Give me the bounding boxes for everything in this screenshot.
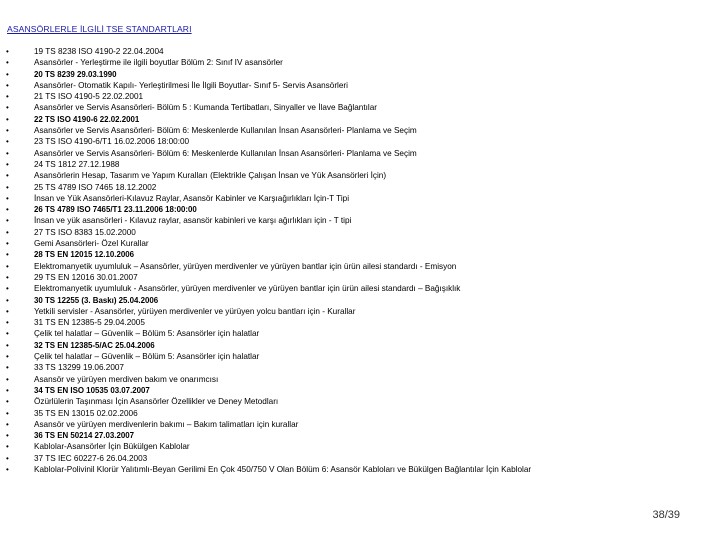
bullet-icon: • [6, 216, 9, 226]
list-item-text: Gemi Asansörleri- Özel Kurallar [34, 239, 149, 249]
bullet-icon: • [6, 58, 9, 68]
bullet-icon: • [6, 182, 9, 192]
bullet-icon: • [6, 137, 9, 147]
list-item-text: 32 TS EN 12385-5/AC 25.04.2006 [34, 340, 155, 350]
list-item-text: Özürlülerin Taşınması İçin Asansörler Özellikler ve Deney Metodları [34, 397, 279, 407]
list-item-text: 29 TS EN 12016 30.01.2007 [34, 272, 138, 282]
list-item-text: Elektromanyetik uyumluluk – Asansörler, yürüyen merdivenler ve yürüyen bantlar için ürün ailesi standardı - Emisyon [34, 261, 457, 271]
bullet-icon: • [6, 148, 9, 158]
list-item-text: 20 TS 8239 29.03.1990 [34, 69, 117, 79]
bullet-icon: • [6, 171, 9, 181]
list-item-text: Elektromanyetik uyumluluk - Asansörler, yürüyen merdivenler ve yürüyen bantlar için ürün ailesi standardı – Bağışıklık [34, 284, 461, 294]
list-item-text: 34 TS EN ISO 10535 03.07.2007 [34, 385, 150, 395]
bullet-icon: • [6, 114, 9, 124]
bullet-icon: • [6, 408, 9, 418]
list-item-text: 23 TS ISO 4190-6/T1 16.02.2006 18:00:00 [34, 137, 190, 147]
bullet-icon: • [6, 272, 9, 282]
bullet-icon: • [6, 352, 9, 362]
bullet-icon: • [6, 295, 9, 305]
list-item-text: Asansörler ve Servis Asansörleri- Bölüm 5 : Kumanda Tertibatları, Sinyaller ve İlave Bağlantılar [34, 103, 377, 113]
list-item-text: Asansörlerin Hesap, Tasarım ve Yapım Kuralları (Elektrikle Çalışan İnsan ve Yük Asansörleri İçin) [34, 171, 387, 181]
list-item-text: 31 TS EN 12385-5 29.04.2005 [34, 318, 145, 328]
page-number: 38/39 [652, 509, 680, 521]
bullet-icon: • [6, 103, 9, 113]
bullet-icon: • [6, 261, 9, 271]
bullet-icon: • [6, 340, 9, 350]
list-item-text: 25 TS 4789 ISO 7465 18.12.2002 [34, 182, 157, 192]
bullet-icon: • [6, 126, 9, 136]
list-item-text: Asansör ve yürüyen merdiven bakım ve onarımcısı [34, 374, 219, 384]
list-item-text: Çelik tel halatlar – Güvenlik – Bölüm 5: Asansörler için halatlar [34, 352, 260, 362]
bullet-icon: • [6, 318, 9, 328]
bullet-icon: • [6, 159, 9, 169]
list-item-text: 26 TS 4789 ISO 7465/T1 23.11.2006 18:00:00 [34, 205, 197, 215]
list-item-text: İnsan ve Yük Asansörleri-Kılavuz Raylar, Asansör Kabinler ve Karşıağırlıkları İçin-T Tipi [34, 193, 350, 203]
list-item-text: 19 TS 8238 ISO 4190-2 22.04.2004 [34, 47, 164, 56]
bullet-icon: • [6, 227, 9, 237]
page-title: ASANSÖRLERLE İLGİLİ TSE STANDARTLARI [7, 24, 192, 34]
bullet-icon: • [6, 431, 9, 441]
list-item-text: Asansörler - Yerleştirme ile ilgili boyutlar Bölüm 2: Sınıf IV asansörler [34, 58, 283, 68]
bullet-icon: • [6, 419, 9, 429]
bullet-icon: • [6, 453, 9, 463]
list-item-text: 27 TS ISO 8383 15.02.2000 [34, 227, 136, 237]
list-item-text: 28 TS EN 12015 12.10.2006 [34, 250, 135, 260]
bullet-icon: • [6, 306, 9, 316]
list-item-text: 35 TS EN 13015 02.02.2006 [34, 408, 138, 418]
bullet-icon: • [6, 329, 9, 339]
bullet-icon: • [6, 205, 9, 215]
list-item-text: 30 TS 12255 (3. Baskı) 25.04.2006 [34, 295, 159, 305]
bullet-icon: • [6, 250, 9, 260]
bullet-icon: • [6, 92, 9, 102]
list-item-text: Asansörler- Otomatik Kapılı- Yerleştirilmesi İle İlgili Boyutlar- Sınıf 5- Servis Asansörleri [34, 80, 348, 90]
bullet-icon: • [6, 47, 9, 56]
list-item-text: Kablolar-Asansörler İçin Bükülgen Kablolar [34, 442, 190, 452]
list-item-text: 36 TS EN 50214 27.03.2007 [34, 431, 135, 441]
list-item-text: Asansörler ve Servis Asansörleri- Bölüm 6: Meskenlerde Kullanılan İnsan Asansörleri- Planlama ve Seçim [34, 126, 417, 136]
list-item-text: İnsan ve yük asansörleri - Kılavuz raylar, asansör kabinleri ve karşı ağırlıkları için - T tipi [34, 216, 352, 226]
bullet-icon: • [6, 385, 9, 395]
list-item-text: Kablolar-Polivinil Klorür Yalıtımlı-Beyan Gerilimi En Çok 450/750 V Olan Bölüm 6: Asansör Kabloları ve Bükülgen Bağlantılar İçin Kablolar [34, 464, 532, 474]
list-item-text: Yetkili servisler - Asansörler, yürüyen merdivenler ve yürüyen yolcu bantları için - Kurallar [34, 306, 356, 316]
list-item-text: 21 TS ISO 4190-5 22.02.2001 [34, 92, 144, 102]
list-item-text: 22 TS ISO 4190-6 22.02.2001 [34, 114, 140, 124]
list-item-text: 24 TS 1812 27.12.1988 [34, 159, 120, 169]
bullet-icon: • [6, 239, 9, 249]
bullet-icon: • [6, 397, 9, 407]
bullet-icon: • [6, 284, 9, 294]
bullet-icon: • [6, 80, 9, 90]
bullet-icon: • [6, 69, 9, 79]
list-item-text: Asansörler ve Servis Asansörleri- Bölüm 6: Meskenlerde Kullanılan İnsan Asansörleri- Planlama ve Seçim [34, 148, 417, 158]
list-item-text: 37 TS IEC 60227-6 26.04.2003 [34, 453, 148, 463]
bullet-icon: • [6, 363, 9, 373]
list-item-text: Asansör ve yürüyen merdivenlerin bakımı – Bakım talimatları için kurallar [34, 419, 299, 429]
bullet-icon: • [6, 464, 9, 474]
list-item-text: 33 TS 13299 19.06.2007 [34, 363, 124, 373]
bullet-icon: • [6, 193, 9, 203]
bullet-icon: • [6, 442, 9, 452]
bullet-icon: • [6, 374, 9, 384]
list-item-text: Çelik tel halatlar – Güvenlik – Bölüm 5: Asansörler için halatlar [34, 329, 260, 339]
